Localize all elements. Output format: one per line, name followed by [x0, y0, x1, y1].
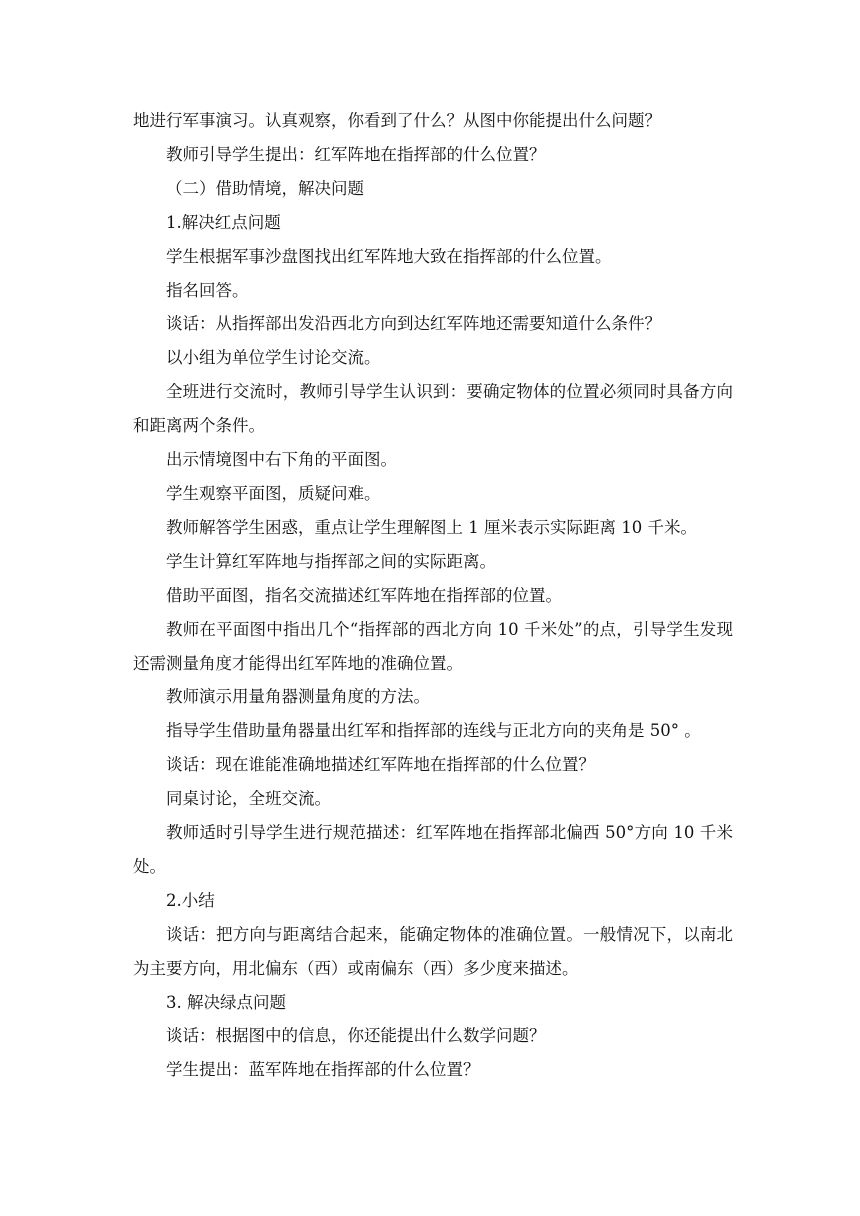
- paragraph: 全班进行交流时，教师引导学生认识到：要确定物体的位置必须同时具备方向和距离两个条件。: [133, 382, 733, 436]
- paragraph: 学生计算红军阵地与指挥部之间的实际距离。: [166, 551, 496, 571]
- paragraph: 同桌讨论，全班交流。: [166, 789, 331, 809]
- section-heading-2: （二）借助情境，解决问题: [166, 178, 364, 198]
- paragraph-continuation: 地进行军事演习。认真观察，你看到了什么？从图中你能提出什么问题？: [133, 111, 661, 130]
- paragraph: 学生根据军事沙盘图找出红军阵地大致在指挥部的什么位置。: [166, 246, 612, 266]
- paragraph: 教师演示用量角器测量角度的方法。: [166, 687, 430, 707]
- subsection-heading-2: 2.小结: [166, 890, 215, 910]
- paragraph: 学生提出：蓝军阵地在指挥部的什么位置？: [166, 1060, 480, 1080]
- subsection-heading-1: 1.解决红点问题: [166, 212, 281, 232]
- paragraph: 以小组为单位学生讨论交流。: [166, 348, 381, 368]
- paragraph: 指名回答。: [166, 280, 249, 300]
- paragraph: 谈话：从指挥部出发沿西北方向到达红军阵地还需要知道什么条件？: [166, 314, 661, 334]
- document-body: [133, 104, 733, 1087]
- paragraph: 教师在平面图中指出几个“指挥部的西北方向 10 千米处”的点，引导学生发现还需测量角度才能得出红军阵地的准确位置。: [133, 619, 733, 673]
- paragraph: 谈话：根据图中的信息，你还能提出什么数学问题？: [166, 1026, 546, 1046]
- paragraph: 教师解答学生困惑，重点让学生理解图上 1 厘米表示实际距离 10 千米。: [166, 517, 697, 537]
- paragraph: 指导学生借助量角器量出红军和指挥部的连线与正北方向的夹角是 50° 。: [166, 721, 701, 741]
- paragraph: 谈话：现在谁能准确地描述红军阵地在指挥部的什么位置？: [166, 755, 595, 775]
- paragraph-teacher-guide: 教师引导学生提出：红军阵地在指挥部的什么位置？: [166, 144, 546, 164]
- paragraph: 出示情境图中右下角的平面图。: [166, 450, 397, 470]
- subsection-heading-3: 3. 解决绿点问题: [166, 992, 286, 1012]
- paragraph: 学生观察平面图，质疑问难。: [166, 483, 381, 503]
- paragraph: 教师适时引导学生进行规范描述：红军阵地在指挥部北偏西 50°方向 10 千米处。: [133, 823, 733, 876]
- paragraph: 借助平面图，指名交流描述红军阵地在指挥部的位置。: [166, 585, 562, 605]
- paragraph-summary: 谈话：把方向与距离结合起来，能确定物体的准确位置。一般情况下，以南北为主要方向，用北偏东（西）或南偏东（西）多少度来描述。: [133, 924, 733, 978]
